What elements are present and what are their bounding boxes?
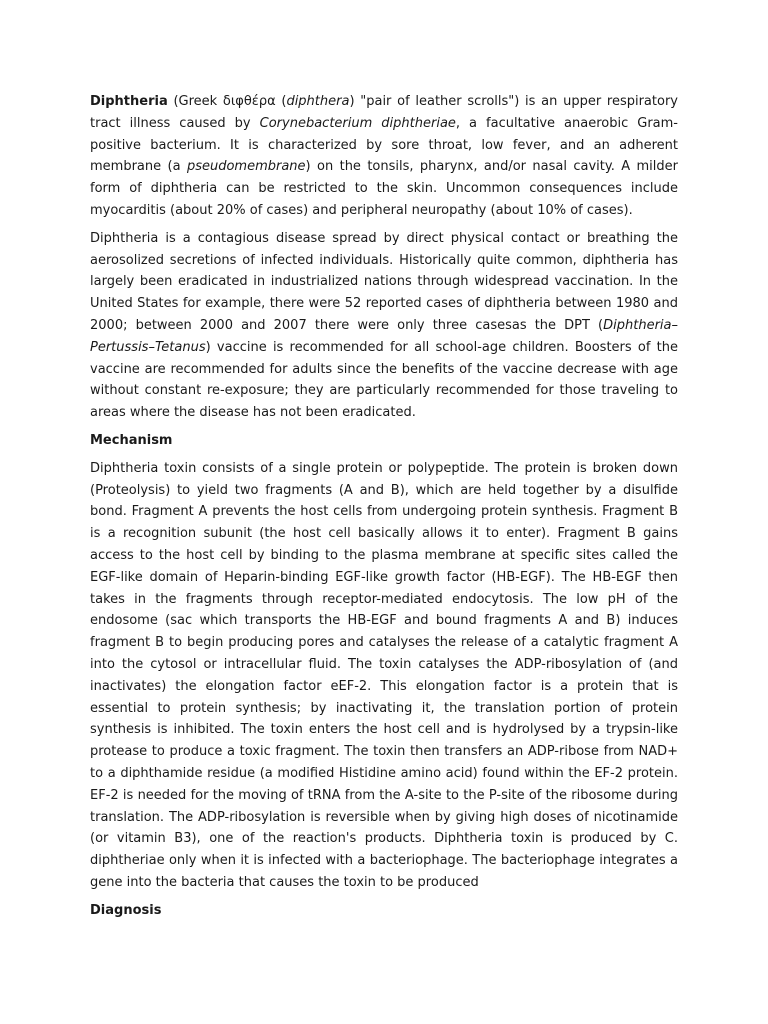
document-body — [90, 91, 678, 927]
pseudomembrane-term: pseudomembrane — [186, 159, 306, 175]
species-name: Corynebacterium diphtheriae — [259, 115, 456, 131]
intro-text-2: ) "pair of leather scrolls") is an upper respiratory tract illness caused by — [90, 94, 678, 131]
diagnosis-heading: Diagnosis — [90, 902, 162, 918]
intro-text-3: , a facultative anaerobic Gram-positive bacterium. It is characterized by sore throat, low fever, and an adherent membrane (a — [90, 115, 678, 175]
vaccine-name: Diphtheria–Pertussis–Tetanus — [90, 317, 678, 355]
mechanism-heading: Mechanism — [90, 432, 173, 448]
transmission-paragraph — [90, 228, 678, 424]
intro-text-4: ) on the tonsils, pharynx, and/or nasal cavity. A milder form of diphtheria can be restricted to the skin. Uncommon consequences include myocarditis (about 20% of cases) and peripheral neuropathy (about 10% of cases). — [90, 159, 678, 218]
greek-transliteration: diphthera — [286, 94, 350, 109]
mechanism-paragraph: Diphtheria toxin consists of a single protein or polypeptide. The protein is broken down (Proteolysis) to yield two fragments (A and B), which are held together by a disulfide bond. Fragment A prevents the host cells from undergoing protein synthesis. Fragment B is a recognition subunit (the host cell basically allows it to enter). Fragment B gains access to the host cell by binding to the plasma membrane at specific sites called the EGF-like domain of Heparin-binding EGF-like growth factor (HB-EGF). The HB-EGF then takes in the fragments through receptor-mediated endocytosis. The low pH of the endosome (sac which transports the HB-EGF and bound fragments A and B) induces fragment B to begin producing pores and catalyses the release of a catalytic fragment A into the cytosol or intracellular fluid. The toxin catalyses the ADP-ribosylation of (and inactivates) the elongation factor eEF-2. This elongation factor is a protein that is essential to protein synthesis; by inactivating it, the translation portion of protein synthesis is inhibited. The toxin enters the host cell and is hydrolysed by a trypsin-like protease to produce a toxic fragment. The toxin then transfers an ADP-ribose from NAD+ to a diphthamide residue (a modified Histidine amino acid) found within the EF-2 protein. EF-2 is needed for the moving of tRNA from the A-site to the P-site of the ribosome during translation. The ADP-ribosylation is reversible when by giving high doses of nicotinamide (or vitamin B3), one of the reaction's products. Diphtheria toxin is produced by C. diphtheriae only when it is infected with a bacteriophage. The bacteriophage integrates a gene into the bacteria that causes the toxin to be produced — [90, 460, 678, 890]
intro-text-1: (Greek διφθέρα ( — [167, 94, 287, 109]
intro-paragraph — [90, 91, 678, 222]
transmission-text-1: Diphtheria is a contagious disease spread by direct physical contact or breathing the aerosolized secretions of infected individuals. Historically quite common, diphtheria has largely been eradicated in industrialized nations through widespread vaccination. In the United States for example, there were 52 reported cases of diphtheria between 1980 and 2000; between 2000 and 2007 there were only three casesas the DPT ( — [90, 230, 678, 333]
transmission-text-2: ) vaccine is recommended for all school-age children. Boosters of the vaccine are recommended for adults since the benefits of the vaccine decrease with age without constant re-exposure; they are particularly recommended for those traveling to areas where the disease has not been eradicated. — [90, 339, 678, 421]
term-diphtheria: Diphtheria — [90, 94, 168, 109]
